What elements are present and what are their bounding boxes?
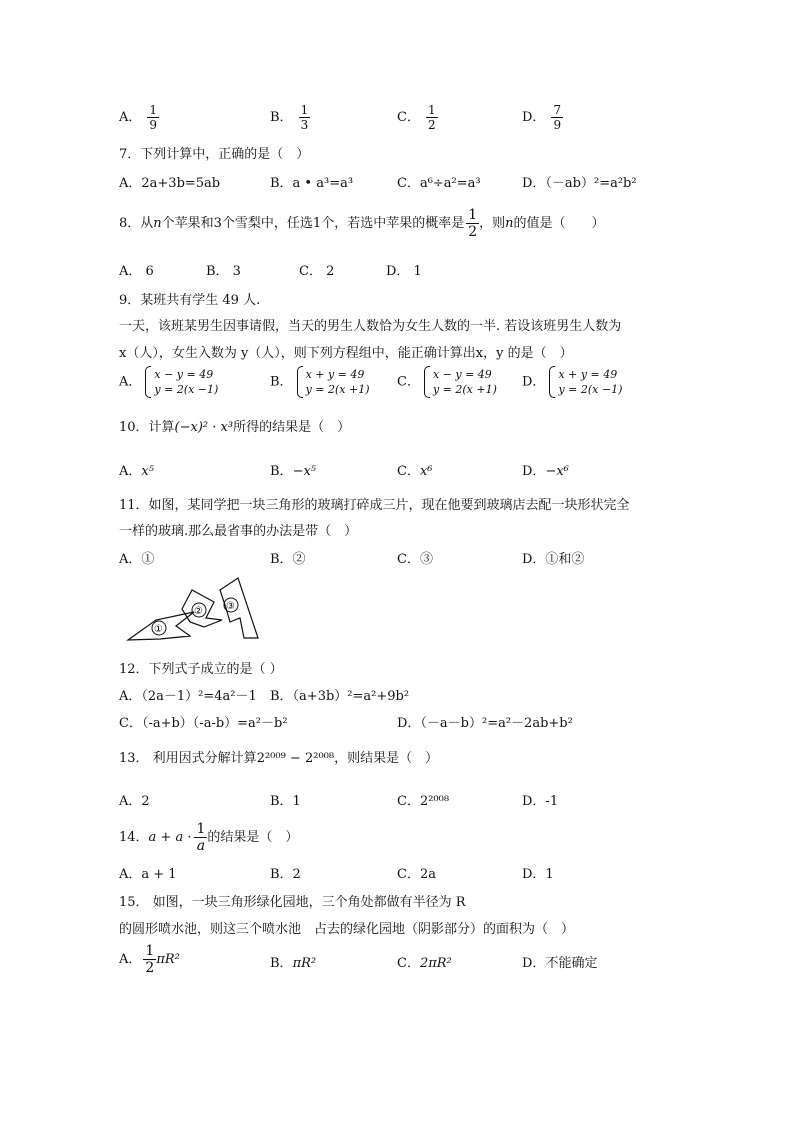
equation-system: x + y = 49 y = 2(x −1) (549, 366, 622, 398)
equation-system: x − y = 49 y = 2(x +1) (424, 366, 497, 398)
q7-option-a: A．2a+3b=5ab (119, 176, 221, 191)
equation-system: x + y = 49 y = 2(x +1) (297, 366, 370, 398)
piece-label-2: ② (194, 606, 203, 617)
q9-line-2: 一天，该班某男生因事请假，当天的男生人数恰为女生人数的一半. 若设该班男生人数为 (119, 319, 622, 334)
q11-line-2: 一样的玻璃.那么最省事的办法是带（ ） (119, 524, 358, 539)
q8-probability-fraction: $\frac{1}{2}$ (468, 207, 478, 240)
q13-option-d: D．-1 (522, 794, 559, 809)
q14-stem: 14．a + a · $\frac{1}{a}$ 的结果是（ ） (119, 821, 299, 854)
q14-option-b: B．2 (270, 867, 301, 882)
q8-option-b: B． 3 (206, 264, 241, 279)
q13-option-a: A．2 (119, 794, 150, 809)
q11-option-a: A．① (119, 552, 155, 567)
q12-stem: 12．下列式子成立的是（ ） (119, 662, 283, 677)
q14-expression: a + a · (148, 830, 192, 845)
q10-option-c: C．x⁶ (397, 464, 433, 479)
q13-option-c: C．2²⁰⁰⁸ (397, 794, 450, 809)
q10-stem: 10．计算(−x)² · x³所得的结果是（ ） (119, 420, 351, 435)
equation-system: x − y = 49 y = 2(x −1) (145, 366, 218, 398)
q14-fraction: $\frac{1}{a}$ (196, 821, 206, 854)
q10-option-b: B．−x⁵ (270, 464, 316, 479)
q11-option-c: C．③ (397, 552, 433, 567)
q7-option-c: C．a⁶÷a²=a³ (397, 176, 481, 191)
q15-option-d: D．不能确定 (522, 956, 598, 971)
q15-stem: 15． 如图，一块三角形绿化园地，三个角处都做有半径为 R (119, 895, 466, 910)
q15-line-2: 的圆形喷水池，则这三个喷水池 占去的绿化园地（阴影部分）的面积为（ ） (119, 922, 575, 937)
q11-option-b: B．② (270, 552, 306, 567)
q12-option-a: A．（2a－1）²=4a²－1 (119, 689, 257, 704)
q12-option-c: C．（-a+b）（-a-b）=a²－b² (119, 716, 288, 731)
q7-stem: 7．下列计算中，正确的是（ ） (119, 147, 310, 162)
q10-expression: (−x)² · x³ (174, 420, 234, 435)
q13-option-b: B．1 (270, 794, 301, 809)
q6-option-a: A． $\frac{1}{9}$ (119, 103, 158, 132)
q11-option-d: D．①和② (522, 552, 585, 567)
q10-option-a: A．x⁵ (119, 464, 154, 479)
q15-option-b: B．πR² (270, 956, 317, 971)
q6-option-c: C． $\frac{1}{2}$ (397, 103, 436, 132)
broken-glass-figure (126, 576, 262, 644)
q14-option-a: A．a + 1 (119, 867, 177, 882)
piece-label-3: ③ (226, 601, 235, 612)
q15-option-a: A． $\frac{1}{2}$ πR² (119, 943, 180, 976)
q9-option-b: B． x + y = 49 y = 2(x +1) (270, 368, 370, 396)
q9-stem: 9．某班共有学生 49 人. (119, 293, 261, 308)
q8-option-a: A． 6 (119, 264, 154, 279)
q8-option-d: D． 1 (386, 264, 422, 279)
q6-option-b: B． $\frac{1}{3}$ (270, 103, 309, 132)
q10-option-d: D．−x⁶ (522, 464, 569, 479)
q12-option-d: D．（－a－b）²=a²－2ab+b² (397, 716, 573, 731)
piece-label-1: ① (154, 624, 163, 635)
q7-option-b: B．a • a³=a³ (270, 176, 354, 191)
q9-option-a: A． x − y = 49 y = 2(x −1) (119, 368, 219, 396)
q6-option-d: D． $\frac{7}{9}$ (522, 103, 562, 132)
q7-option-d: D．（－ab）²=a²b² (522, 176, 637, 191)
q12-option-b: B．（a+3b）²=a²+9b² (270, 689, 410, 704)
q14-option-c: C．2a (397, 867, 436, 882)
q11-stem: 11．如图，某同学把一块三角形的玻璃打碎成三片，现在他要到玻璃店去配一块形状完全 (119, 498, 630, 513)
q9-option-c: C． x − y = 49 y = 2(x +1) (397, 368, 497, 396)
q9-line-3: x（人），女生入数为 y（人），则下列方程组中，能正确计算出x，y 的是（ ） (119, 346, 573, 361)
q15-option-c: C．2πR² (397, 956, 452, 971)
q14-option-d: D．1 (522, 867, 554, 882)
q13-expression: 2²⁰⁰⁹ − 2²⁰⁰⁸ (256, 751, 335, 766)
q9-option-d: D． x + y = 49 y = 2(x −1) (522, 368, 623, 396)
q13-stem: 13． 利用因式分解计算2²⁰⁰⁹ − 2²⁰⁰⁸，则结果是（ ） (119, 751, 439, 766)
q8-stem: 8．从n个苹果和3个雪梨中，任选1个，若选中苹果的概率是 $\frac{1}{2}$ ，则n的值是（ ） (119, 207, 605, 240)
q8-option-c: C． 2 (299, 264, 335, 279)
